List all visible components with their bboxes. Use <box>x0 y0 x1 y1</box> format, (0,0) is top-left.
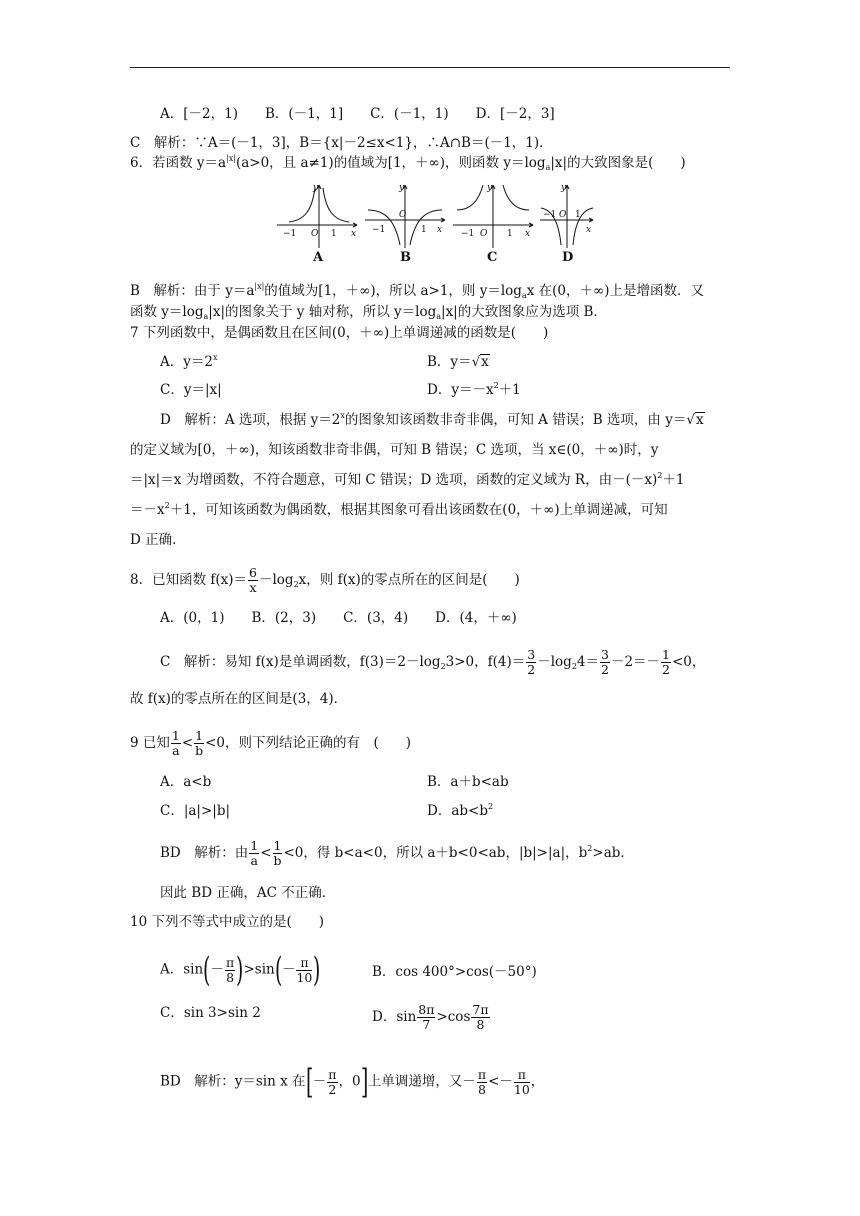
svg-text:y: y <box>399 183 405 193</box>
q7-option-b: B．y＝√x <box>427 354 489 370</box>
q5-options: A．[－2，1) B．(－1，1] C．(－1，1) D．[－2，3] <box>160 106 555 122</box>
svg-text:O: O <box>311 229 319 239</box>
q9-answer-line1: BD 解析：由 $\frac{1}{a}$ < $\frac{1}{b}$ <0，得 b<a<0，所以 a＋b<0<ab，|b|>|a|，$b^2>ab$． <box>160 838 634 868</box>
svg-text:x: x <box>351 229 357 239</box>
q10-option-a: A．sin(－ $\frac{\pi}{8}$ )>sin(－ $\frac{\pi}{10}$ ) <box>160 950 321 990</box>
q6-answer-line1: B 解析：由于 $y=a^{|x|}$的值域为[1，＋∞)，所以 a>1，则 $y=\log_ax$ 在(0，＋∞)上是增函数．又 <box>130 282 704 300</box>
q7-answer-line2: 的定义域为[0，＋∞)，知该函数非奇非偶，可知 B 错误；C 选项，当 x∈(0，＋∞)时，y <box>130 442 659 458</box>
q7-stem: 7 下列函数中，是偶函数且在区间(0，＋∞)上单调递减的函数是( ) <box>130 325 549 341</box>
svg-text:O: O <box>480 229 488 239</box>
svg-text:x: x <box>586 225 592 235</box>
q7-answer-line1: D 解析：A 选项，根据 $y=2^x$的图象知该函数非奇非偶，可知 A 错误；B 选项，由 y＝√x <box>160 411 704 428</box>
fig-label-c: C <box>487 250 498 265</box>
q8-answer-line2: 故 f(x)的零点所在的区间是(3，4)． <box>130 691 348 707</box>
svg-text:y: y <box>487 183 493 193</box>
fig-label-a: A <box>313 250 324 265</box>
q8-options: A．(0，1) B．(2，3) C．(3，4) D．(4，＋∞) <box>160 610 517 626</box>
svg-text:O: O <box>559 210 567 220</box>
q10-stem: 10 下列不等式中成立的是( ) <box>130 914 325 930</box>
svg-text:x: x <box>437 225 443 235</box>
q8-stem: 8．已知函数 f(x)＝ $\frac{6}{x}$ $-\log_2x$，则 f(x)的零点所在的区间是( ) <box>130 565 520 595</box>
q7-answer-line4: $=-x^2+1$，可知该函数为偶函数，根据其图象可看出该函数在(0，＋∞)上单调递减，可知 <box>130 501 668 518</box>
svg-text:−1: −1 <box>543 210 557 220</box>
svg-text:O: O <box>399 210 407 220</box>
q7-answer-line3: ＝|x|＝x 为增函数，不符合题意，可知 C 错误；D 选项，函数的定义域为 R，由$-(-x)^2+1$ <box>130 471 685 488</box>
q7-answer-line5: D 正确． <box>130 532 186 548</box>
q10-answer-line1: BD 解析：y＝sin x 在[－ $\frac{\pi}{2}$ ，0]上单调递增，又－ $\frac{\pi}{8}$ <－ $\frac{\pi}{10}$ ， <box>160 1062 545 1102</box>
q6-stem: 6．若函数 $y=a^{|x|}(a>0$，且 a≠1)的值域为[1，＋∞)，则函数 $y=\log_a|x|$的大致图象是( ) <box>130 154 686 172</box>
fig-label-d: D <box>562 250 574 265</box>
q7-option-c: C．y＝|x| <box>160 382 222 398</box>
svg-text:−1: −1 <box>461 229 475 239</box>
q5-answer: C 解析：∵A＝(－1，3]，B＝{x|－2≤x<1}，∴A∩B＝(－1，1)． <box>130 135 553 151</box>
q9-stem: 9 已知 $\frac{1}{a}$ < $\frac{1}{b}$ <0，则下列结论正确的有 ( ) <box>130 728 412 758</box>
q6-graph-options <box>275 180 595 250</box>
q7-option-d: D．$y=-x^2+1$ <box>427 381 521 398</box>
svg-text:−1: −1 <box>283 229 297 239</box>
q9-answer-line2: 因此 BD 正确，AC 不正确． <box>160 885 336 901</box>
svg-text:1: 1 <box>575 210 581 220</box>
q9-option-d: D．$ab<b^2$ <box>427 802 494 819</box>
q8-answer-line1: C 解析：易知 f(x)是单调函数，$f(3)=2-\log_23>0$，f(4)＝ $\frac{3}{2}$ $-\log_24=$ $\frac{3}{2}$ －2＝－ $\frac{1}{2}$ <0， <box>160 647 706 677</box>
svg-text:y: y <box>313 183 319 193</box>
q9-option-b: B．a＋b<ab <box>427 774 509 790</box>
svg-text:y: y <box>561 183 567 193</box>
q6-answer-line2: 函数 $y=\log_a|x|$的图象关于 y 轴对称，所以 $y=\log_a|x|$的大致图象应为选项 B． <box>130 304 607 321</box>
q9-option-a: A．a<b <box>160 774 212 790</box>
q10-option-d: D．sin $\frac{8\pi}{7}$ >cos $\frac{7\pi}{8}$ <box>372 1002 489 1032</box>
svg-text:1: 1 <box>331 229 337 239</box>
q10-option-b: B．cos 400°>cos(－50°) <box>372 964 537 980</box>
q9-option-c: C．|a|>|b| <box>160 803 231 819</box>
q10-option-c: C．sin 3>sin 2 <box>160 1005 261 1021</box>
q7-option-a: A．$y=2^x$ <box>160 353 218 370</box>
svg-text:1: 1 <box>507 229 513 239</box>
svg-text:x: x <box>525 229 531 239</box>
svg-text:−1: −1 <box>372 225 386 235</box>
header-rule <box>130 67 730 68</box>
svg-text:1: 1 <box>421 225 427 235</box>
fig-label-b: B <box>400 250 411 265</box>
